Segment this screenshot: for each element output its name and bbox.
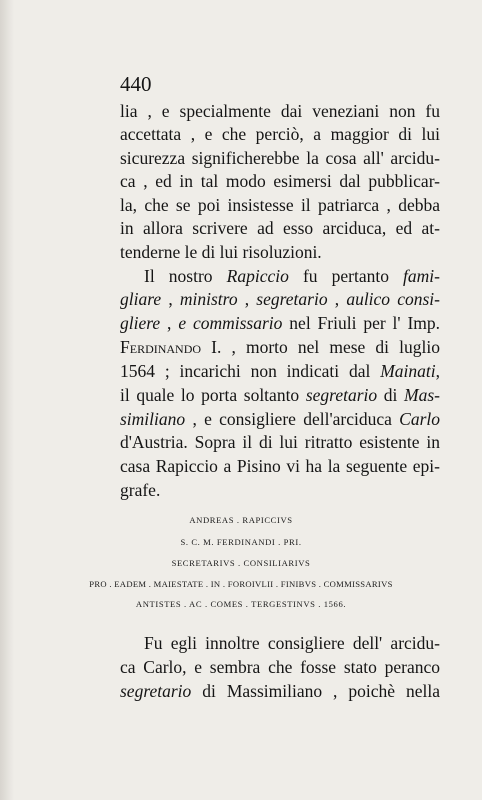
epigraph-line: SECRETARIVS . CONSILIARIVS — [171, 558, 311, 568]
page-gutter-shadow — [0, 0, 14, 800]
text-line: d'Austria. Sopra il di lui ritratto esistente in — [120, 432, 440, 452]
text-line: sicurezza significherebbe la cosa all' arcidu- — [120, 148, 440, 168]
text-line: Ferdinando I. , morto nel mese di luglio — [120, 337, 440, 357]
text-line: ca Carlo, e sembra che fosse stato peranco — [120, 657, 440, 677]
text-line: grafe. — [120, 480, 161, 500]
text-line: segretario di Massimiliano , poichè nella — [120, 681, 440, 701]
text-line: gliere , e commissario nel Friuli per l' Imp. — [120, 313, 441, 333]
epigraph-line: ANTISTES . AC . COMES . TERGESTINVS . 1566. — [135, 599, 347, 609]
text-line: il quale lo porta soltanto segretario di Mas- — [120, 385, 440, 405]
text-line: la, che se poi insistesse il patriarca , debba — [120, 195, 440, 215]
text-line: tenderne le di lui risoluzioni. — [120, 242, 322, 262]
text-line: ca , ed in tal modo esimersi dal pubblicar- — [120, 171, 440, 191]
text-line: accettata , e che perciò, a maggior di lui — [120, 124, 440, 144]
text-line: in allora scrivere ad esso arciduca, ed at- — [120, 218, 440, 238]
text-line: similiano , e consigliere dell'arciduca Carlo — [120, 409, 440, 429]
page-number: 440 — [120, 72, 152, 96]
text-line: casa Rapiccio a Pisino vi ha la seguente epi- — [120, 456, 440, 476]
epigraph-line: S. C. M. FERDINANDI . PRI. — [180, 537, 302, 547]
text-line: 1564 ; incarichi non indicati dal Mainati, — [120, 361, 440, 381]
text-line: Il nostro Rapiccio fu pertanto fami- — [144, 266, 440, 286]
text-line: Fu egli innoltre consigliere dell' arcidu- — [144, 633, 440, 653]
epigraph-line: PRO . EADEM . MAIESTATE . IN . FOROIVLII . FINIBVS . COMMISSARIVS — [89, 579, 393, 589]
epigraph-line: ANDREAS . RAPICCIVS — [189, 515, 293, 525]
text-line: lia , e specialmente dai veneziani non fu — [120, 101, 440, 121]
text-line: gliare , ministro , segretario , aulico consi- — [120, 289, 440, 309]
